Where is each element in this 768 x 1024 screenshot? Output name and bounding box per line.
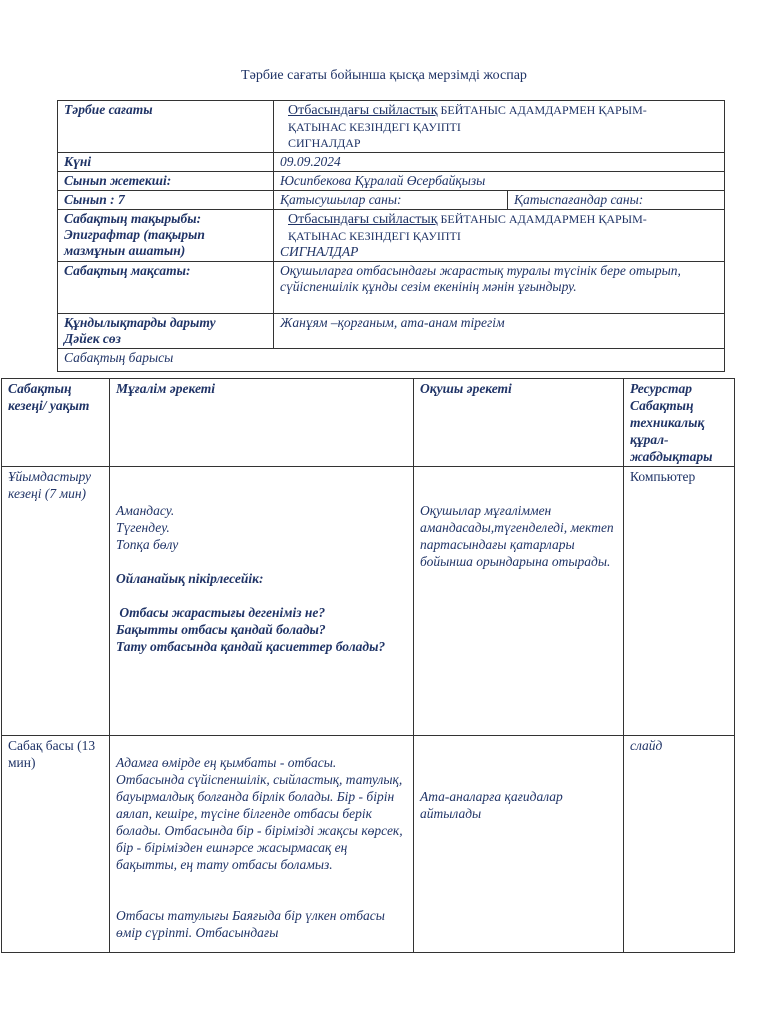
- class-row: [58, 191, 725, 210]
- teacher-row: [58, 172, 725, 191]
- teacher-value: Юсипбекова Құралай Өсербайқызы: [274, 172, 725, 191]
- row1-teacher-question-1: Отбасы жарастығы дегеніміз не?: [116, 605, 326, 620]
- topic-row: [58, 210, 725, 262]
- topic-label-2: Эпиграфтар (тақырып мазмұнын ашатын): [64, 227, 205, 258]
- row1-teacher-line-2: Түгендеу.: [116, 520, 170, 535]
- absent-label: Қатыспағандар саны:: [508, 191, 725, 210]
- header-student: Оқушы әрекеті: [414, 379, 624, 467]
- teacher-label: Сынып жетекші:: [58, 172, 274, 191]
- row2-stage: Сабақ басы (13 мин): [2, 736, 110, 953]
- date-row: [58, 153, 725, 172]
- page-title: Тәрбие сағаты бойынша қысқа мерзімді жоспар: [241, 68, 527, 83]
- row1-teacher-line-3: Топқа бөлу: [116, 537, 179, 552]
- topic-value: [274, 210, 725, 262]
- row1-resources: Компьютер: [624, 467, 735, 736]
- event-row: [58, 101, 725, 153]
- date-label: Күні: [58, 153, 274, 172]
- row1-student-text: Оқушылар мұғаліммен амандасады,түгенделеді, мектеп партасындағы қатарлары бойынша орындарына отырады.: [420, 503, 614, 569]
- values-row: [58, 314, 725, 349]
- values-value: Жанұям –қорғаным, ата-анам тірегім: [274, 314, 725, 349]
- row1-teacher-line-1: Амандасу.: [116, 503, 175, 518]
- goal-row: [58, 262, 725, 314]
- event-topic-caps-1: БЕЙТАНЫС АДАМДАРМЕН ҚАРЫМ-: [437, 103, 647, 117]
- topic-label-1: Сабақтың тақырыбы:: [64, 211, 202, 226]
- goal-value: Оқушыларға отбасындағы жарастық туралы түсінік бере отырып, сүйіспеншілік құнды сезім екенінің мәнін ұғындыру.: [274, 262, 725, 314]
- event-topic-underlined: Отбасындағы сыйластық: [288, 103, 438, 118]
- values-label-2: Дәйек сөз: [64, 331, 121, 346]
- plan-row-start: [2, 736, 735, 953]
- progress-row: [58, 349, 725, 372]
- event-topic-caps-3: СИГНАЛДАР: [288, 136, 361, 150]
- plan-table: [1, 378, 735, 953]
- plan-header-row: [2, 379, 735, 467]
- topic-caps-1: БЕЙТАНЫС АДАМДАРМЕН ҚАРЫМ-: [437, 212, 647, 226]
- class-label: Сынып : 7: [58, 191, 274, 210]
- row2-teacher: [110, 736, 414, 953]
- present-label: Қатысушылар саны:: [274, 191, 508, 210]
- row1-stage: Ұйымдастыру кезеңі (7 мин): [2, 467, 110, 736]
- topic-caps-3: СИГНАЛДАР: [280, 244, 359, 259]
- row2-student-text: Ата-аналарға қағидалар айтылады: [420, 789, 563, 821]
- row1-student: [414, 467, 624, 736]
- date-value: 09.09.2024: [274, 153, 725, 172]
- event-label: Тәрбие сағаты: [58, 101, 274, 153]
- info-table: [57, 100, 725, 372]
- row2-student: [414, 736, 624, 953]
- goal-label: Сабақтың мақсаты:: [58, 262, 274, 314]
- row1-teacher-question-2: Бақытты отбасы қандай болады?: [116, 622, 326, 637]
- header-teacher: Мұғалім әрекеті: [110, 379, 414, 467]
- header-stage: Сабақтың кезеңі/ уақыт: [2, 379, 110, 467]
- event-topic-caps-2: ҚАТЫНАС КЕЗІНДЕГІ ҚАУІПТІ: [288, 120, 461, 134]
- plan-row-organization: [2, 467, 735, 736]
- values-label-1: Құндылықтарды дарыту: [64, 315, 216, 330]
- row1-teacher-question-3: Тату отбасында қандай қасиеттер болады?: [116, 639, 386, 654]
- values-label: [58, 314, 274, 349]
- header-resources: Ресурстар Сабақтың техникалық құрал-жабдықтары: [624, 379, 735, 467]
- topic-label: [58, 210, 274, 262]
- row2-teacher-paragraph-2: Отбасы татулығы Баяғыда бір үлкен отбасы өмір сүріпті. Отбасындағы: [116, 908, 385, 940]
- row1-teacher: [110, 467, 414, 736]
- event-topic: [274, 101, 725, 153]
- topic-caps-2: ҚАТЫНАС КЕЗІНДЕГІ ҚАУІПТІ: [288, 229, 461, 243]
- row2-teacher-paragraph-1: Адамға өмірде ең қымбаты - отбасы. Отбасында сүйіспеншілік, сыйластық, татулық, бауырмалдық болғанда бірлік болады. Бір - бірін аялап, кешіре, түсіне білгенде отбасы берік болады. Отбасында бір - бірімізді жақсы көрсек, бір - бірімізден ешнәрсе жасырмасақ ең бақытты, ең тату отбасы боламыз.: [116, 755, 403, 872]
- row2-resources: слайд: [624, 736, 735, 953]
- row1-teacher-heading: Ойланайық пікірлесейік:: [116, 571, 264, 586]
- progress-label: Сабақтың барысы: [58, 349, 725, 372]
- topic-underlined: Отбасындағы сыйластық: [288, 212, 438, 227]
